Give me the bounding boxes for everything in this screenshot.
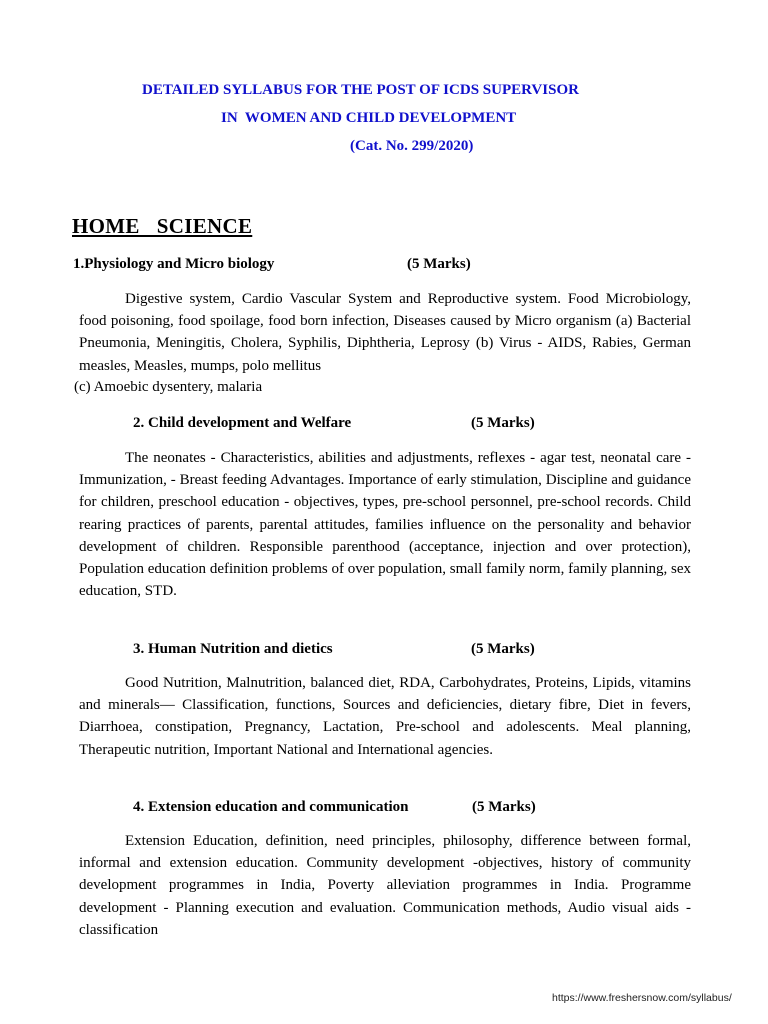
section-1-body: Digestive system, Cardio Vascular System and Reproductive system. Food Microbiology, food poisoning, food spoilage, food born infection, Diseases caused by Micro organism (a) Bacterial Pneumonia, Meningitis, Cholera, Syphilis, Diphtheria, Leprosy (b) Virus - AIDS, Rabies, German measles, Measles, mumps, polo mellitus [79, 291, 691, 374]
section-4-title: 4. Extension education and communication [133, 799, 409, 815]
section-4-heading [133, 797, 693, 817]
section-1-extra: (c) Amoebic dysentery, malaria [74, 379, 263, 395]
section-3-marks: (5 Marks) [471, 641, 535, 657]
section-3-body: Good Nutrition, Malnutrition, balanced diet, RDA, Carbohydrates, Proteins, Lipids, vitamins and minerals— Classification, functions, Sources and deficiencies, dietary fibre, Diet in fevers, Diarrhoea, constipation, Pregnancy, Lactation, Pre-school and adolescents. Meal planning, Therapeutic nutrition, Important National and International agencies. [79, 675, 691, 758]
section-4-body: Extension Education, definition, need principles, philosophy, difference between formal, informal and extension education. Community development -objectives, history of community development programmes in India, Poverty alleviation programmes in India. Programme development - Planning execution and evaluation. Communication methods, Audio visual aids - classification [79, 833, 691, 938]
doc-heading-line-2: IN WOMEN AND CHILD DEVELOPMENT [221, 110, 517, 126]
doc-heading-cat-no: (Cat. No. 299/2020) [350, 138, 474, 154]
section-3-title: 3. Human Nutrition and dietics [133, 641, 333, 657]
section-1-marks: (5 Marks) [407, 256, 471, 272]
page-title: HOME SCIENCE [72, 214, 253, 238]
section-1-title: 1.Physiology and Micro biology [73, 256, 275, 272]
footer-source-url: https://www.freshersnow.com/syllabus/ [552, 992, 732, 1004]
section-2-heading [133, 413, 693, 433]
section-1-heading [73, 254, 673, 274]
section-4-marks: (5 Marks) [472, 799, 536, 815]
section-2-body: The neonates - Characteristics, abilities and adjustments, reflexes - agar test, neonatal care - Immunization, - Breast feeding Advantages. Importance of early stimulation, Discipline and guidance for children, preschool education - objectives, types, pre-school personnel, pre-school records. Child rearing practices of parents, parental attitudes, families influence on the personality and behavior development of children. Responsible parenthood (acceptance, injection and over protection), Population education definition problems of over population, small family norm, family planning, sex education, STD. [79, 450, 691, 600]
section-2-marks: (5 Marks) [471, 415, 535, 431]
section-3-heading [133, 639, 693, 659]
section-2-title: 2. Child development and Welfare [133, 415, 352, 431]
doc-heading-line-1: DETAILED SYLLABUS FOR THE POST OF ICDS SUPERVISOR [142, 82, 579, 98]
